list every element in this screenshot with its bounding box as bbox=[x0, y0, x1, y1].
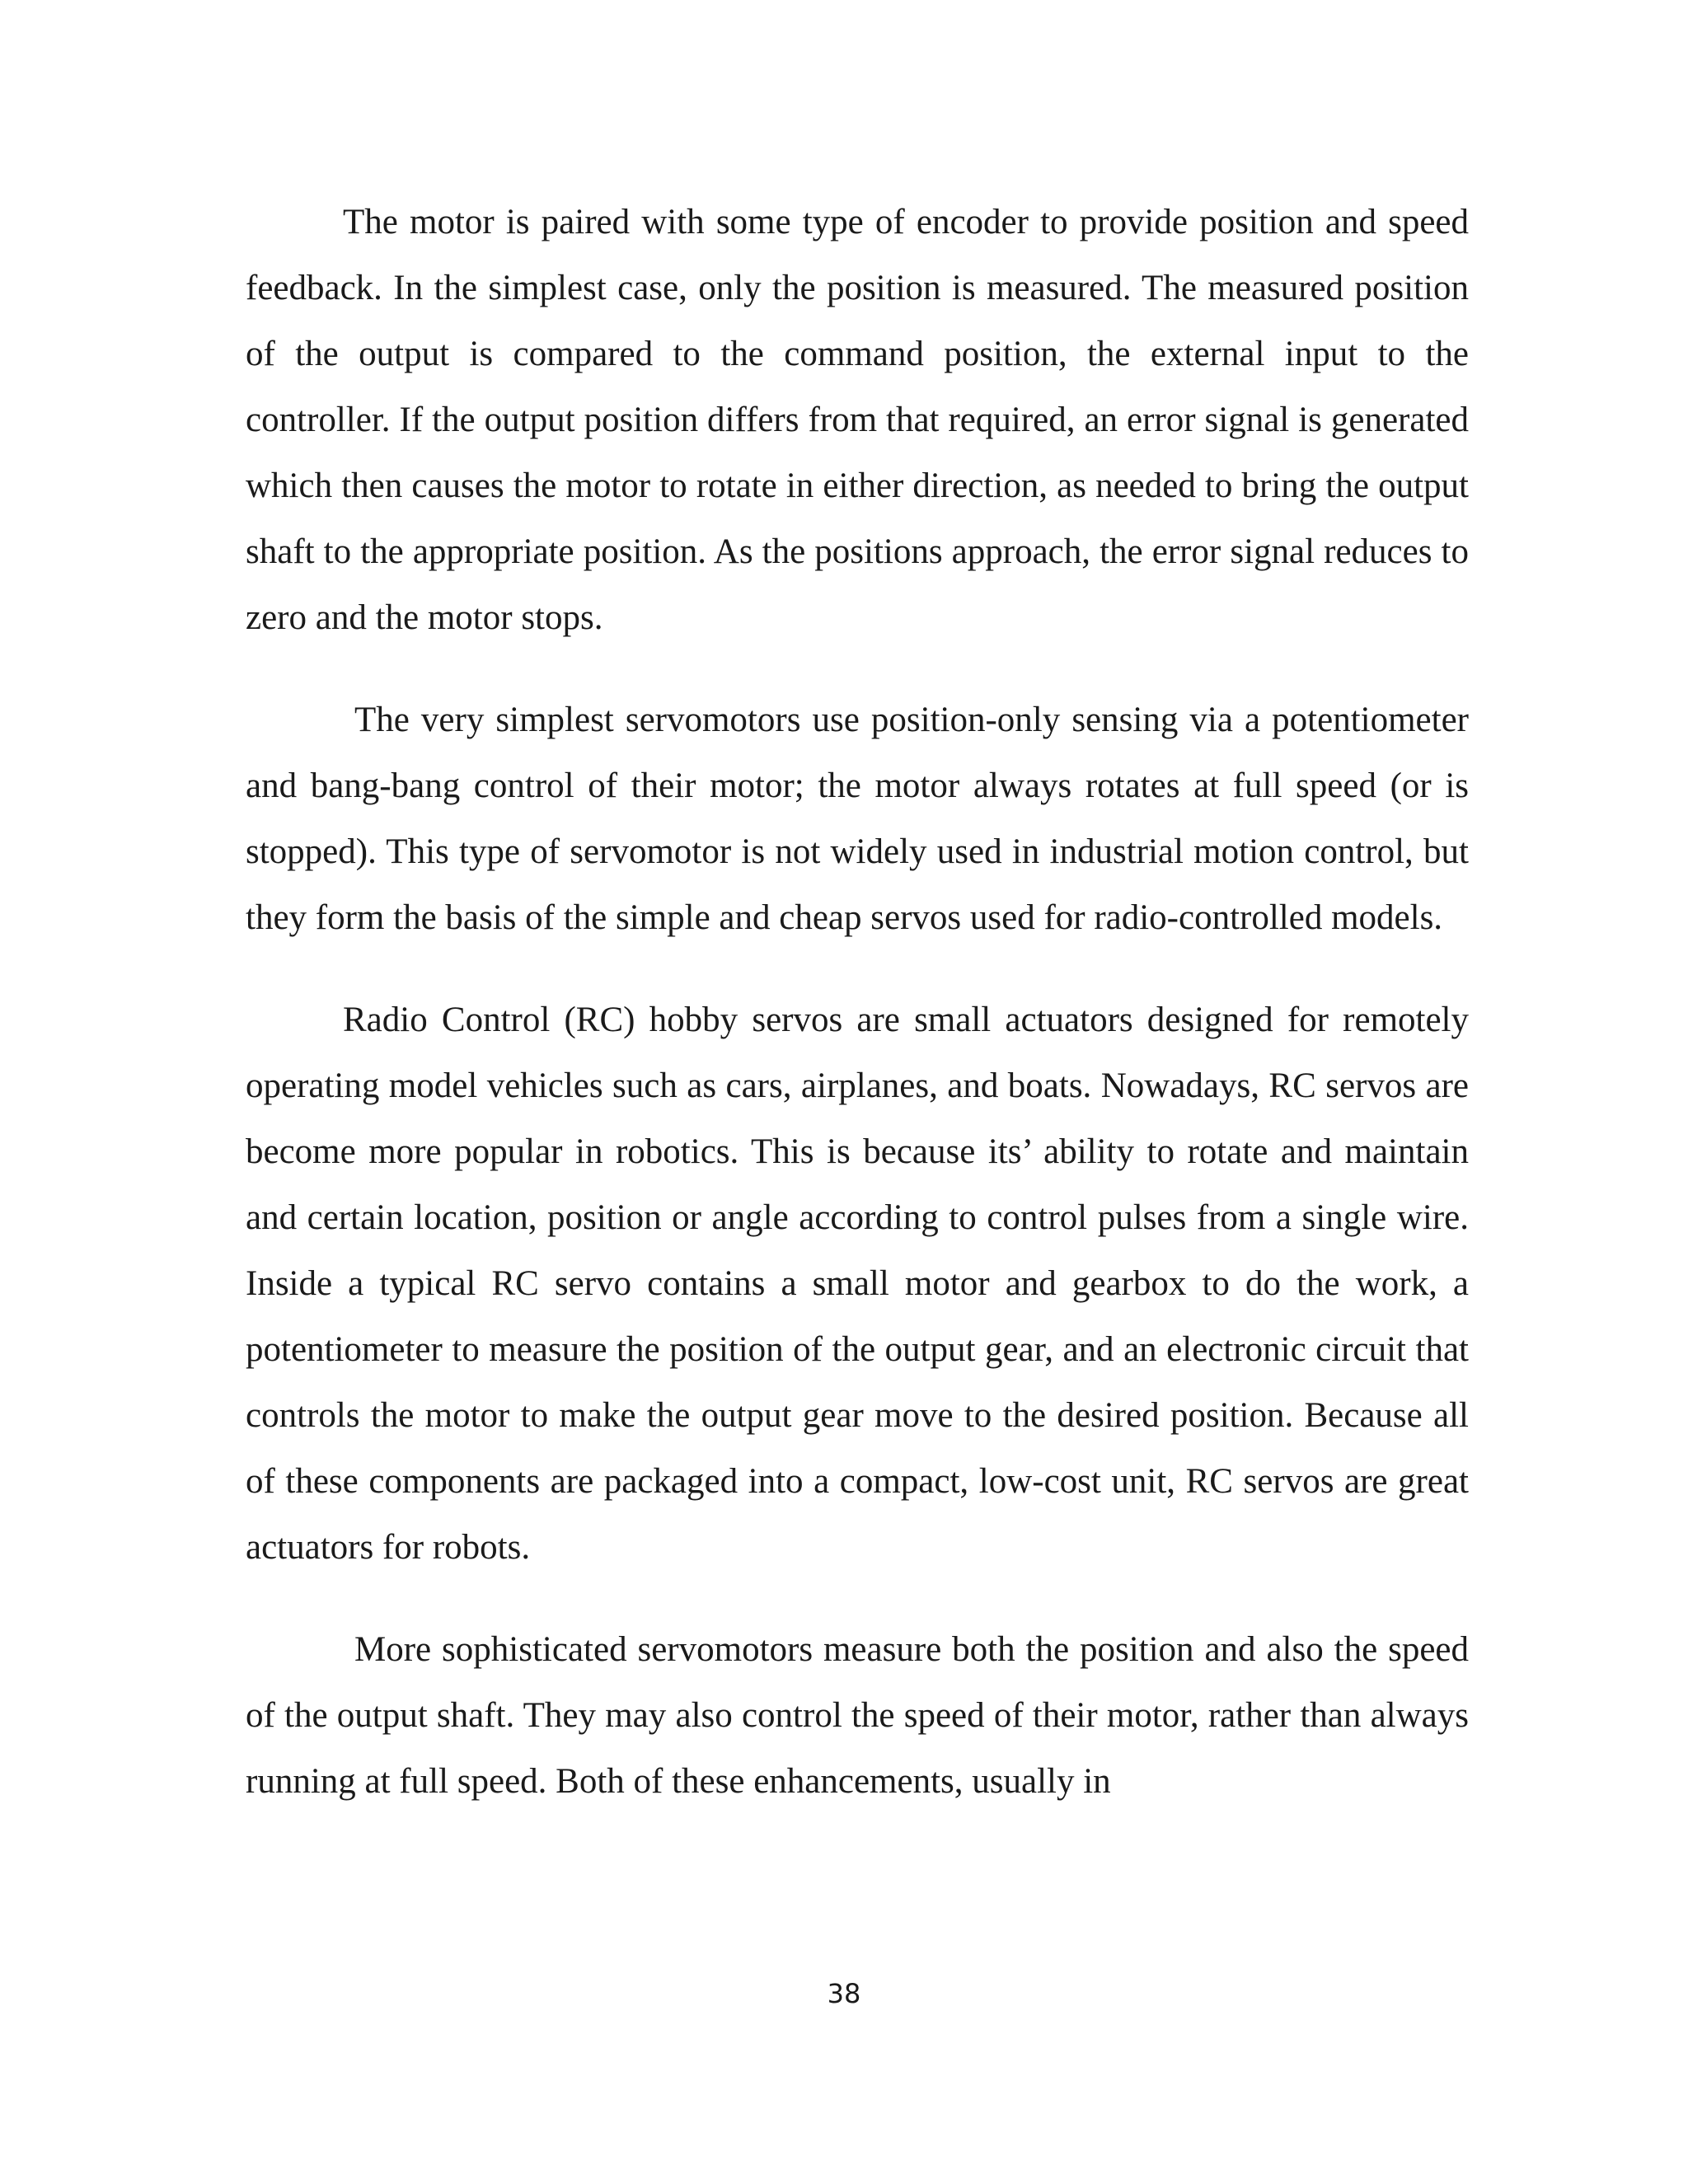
page-number: 38 bbox=[827, 1978, 861, 2009]
paragraph-sophisticated-servomotors: More sophisticated servomotors measure both the position and also the speed of the output shaft. They may also control the speed of their motor, rather than always running at full speed. Both of these enhancements, usually in bbox=[246, 1630, 1469, 1801]
body-text bbox=[246, 190, 1469, 1851]
paragraph-rc-hobby-servos: Radio Control (RC) hobby servos are small actuators designed for remotely operating model vehicles such as cars, airplanes, and boats. Nowadays, RC servos are become more popular in robotics. This is because its’ ability to rotate and maintain and certain location, position or angle according to control pulses from a single wire. Inside a typical RC servo contains a small motor and gearbox to do the work, a potentiometer to measure the position of the output gear, and an electronic circuit that controls the motor to make the output gear move to the desired position. Because all of these components are packaged into a compact, low-cost unit, RC servos are great actuators for robots. bbox=[246, 1001, 1469, 1567]
paragraph-encoder-feedback: The motor is paired with some type of encoder to provide position and speed feedback. In the simplest case, only the position is measured. The measured position of the output is compared to the command position, the external input to the controller. If the output position differs from that required, an error signal is generated which then causes the motor to rotate in either direction, as needed to bring the output shaft to the appropriate position. As the positions approach, the error signal reduces to zero and the motor stops. bbox=[246, 203, 1469, 637]
paragraph-simplest-servomotors: The very simplest servomotors use position-only sensing via a potentiometer and bang-bang control of their motor; the motor always rotates at full speed (or is stopped). This type of servomotor is not widely used in industrial motion control, but they form the basis of the simple and cheap servos used for radio-controlled models. bbox=[246, 701, 1469, 937]
